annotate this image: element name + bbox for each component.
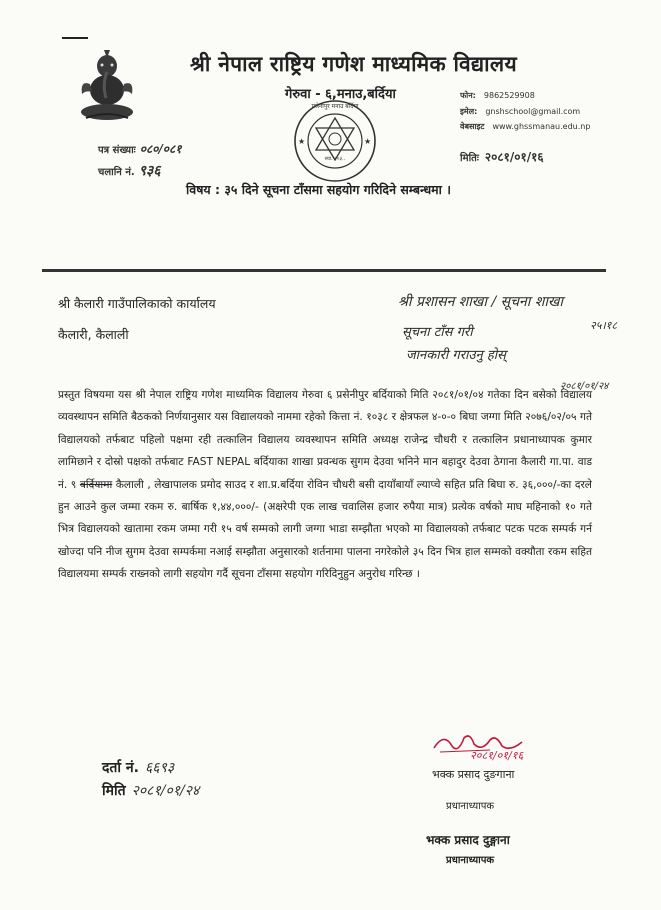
school-address: गेरुवा - ६,मनाउ,बर्दिया bbox=[285, 87, 396, 102]
signatory-title: प्रधानाध्यापक bbox=[446, 801, 495, 812]
signature-red-date: २०८१/०१/१६ bbox=[470, 749, 524, 762]
email-label: इमेल: bbox=[460, 107, 478, 116]
school-seal-stamp bbox=[292, 98, 378, 184]
school-name: श्री नेपाल राष्ट्रिय गणेश माध्यमिक विद्यालय bbox=[190, 52, 517, 76]
body-paragraph-part1: प्रस्तुत विषयमा यस श्री नेपाल राष्ट्रिय गणेश माध्यमिक विद्यालय गेरुवा ६ प्रसेनीपुर बर्दियाको मिति २०८१/०१/०४ गतेका दिन बसेको विद्यालय व्यवस्थापन समिति बैठकको निर्णयानुसार यस विद्यालयको नाममा रहेको कित्ता नं. १०३८ र क्षेत्रफल ४-०-० बिघा जग्गा मिति २०७६/०२/०५ गते विद्यालयको तर्फबाट पहिलो पक्षमा रही तत्कालिन विद्यालय व्यवस्थापन समिति अध्यक्ष राजेन्द्र चौधरी र तत्कालिन प्रधानाध्यापक कुमार लामिछाने र दोस्रो पक्षको तर्फबाट FAST NEPAL बर्दियाका शाखा प्रवन्धक सुगम देउवा भनिने मान बहादुर देउवा ठेगाना कैलारी गा.पा. वाड नं. ९ bbox=[58, 389, 592, 491]
body-paragraph-part2: कैलाली , लेखापालक प्रमोद साउद र शा.प्र.बर्दिया रोविन चौधरी बसी दायाँबायाँ ल्याप्चे सहित प्रति बिघा रु. ३६,०००/-का दरले हुन आउने कुल जम्मा रकम रु. बार्षिक १,४४,०००/- (अक्षरेपी एक लाख चवालिस हजार रुपैया मात्र) प्रत्येक वर्षको माघ महिनाको १० गते भित्र विद्यालयको खातामा रकम जम्मा गरी १५ वर्ष सम्मको लागी जग्गा भाडा सम्झौता भएको मा विद्यालयको तर्फबाट पटक पटक सम्पर्क गर्न खोज्दा पनि नीज सुगम देउवा सम्पर्कमा नआई सम्झौता अनुसारको शर्तनामा पालना नगरेकोले ३५ दिन भित्र हाल सम्मको वक्यौता रकम सहित विद्यालयमा सम्पर्क राख्नको लागी सहयोग गर्दै सूचना टाँसमा सहयोग गरिदिनुहुन अनुरोध गरिन्छ । bbox=[58, 478, 592, 581]
letter-number-line bbox=[98, 140, 182, 157]
signatory-stamp-name: भक्क प्रसाद दुङ्गाना bbox=[426, 833, 510, 847]
letter-number-label: पत्र संख्याः bbox=[98, 145, 136, 156]
handwritten-note-line1: श्री प्रशासन शाखा / सूचना शाखा bbox=[398, 294, 564, 310]
dispatch-number-line bbox=[98, 161, 161, 180]
email-line bbox=[460, 106, 580, 117]
phone-value: 9862529908 bbox=[483, 91, 535, 100]
handwritten-note-line1-tail: २५।१८ bbox=[590, 319, 618, 332]
registration-number-label: दर्ता नं. bbox=[102, 760, 140, 776]
header-divider bbox=[42, 269, 606, 272]
registration-number-value: ६६९३ bbox=[145, 760, 175, 776]
website-line bbox=[460, 121, 590, 132]
letter-date-line bbox=[460, 148, 544, 165]
website-value: www.ghssmanau.edu.np bbox=[492, 122, 591, 131]
letter-subject: विषय : ३५ दिने सूचना टाँसमा सहयोग गरिदिने सम्बन्धमा । bbox=[186, 182, 451, 197]
letter-date-label: मितिः bbox=[460, 153, 479, 164]
stamp-star-icon: ★ bbox=[298, 137, 306, 146]
dispatch-number-label: चलानि नं. bbox=[98, 167, 135, 178]
stamp-ring-text: प्रसेनीपुर मनाउ बर्दिया bbox=[311, 103, 359, 110]
signatory-name: भक्क प्रसाद दुङगाना bbox=[432, 768, 515, 781]
letter-number-value: ०८०/०८१ bbox=[139, 142, 182, 156]
phone-label: फोन: bbox=[460, 91, 476, 100]
handwritten-initials: २०८१/०१/२४ bbox=[560, 381, 609, 392]
registration-date-label: मिति bbox=[102, 783, 126, 799]
recipient-location: कैलारी, कैलाली bbox=[58, 327, 129, 342]
body-struck-word: बर्दियामा bbox=[79, 478, 113, 491]
website-label: वेबसाइट bbox=[460, 122, 485, 131]
stamp-star-icon-right: ★ bbox=[364, 137, 372, 146]
phone-line bbox=[460, 90, 535, 101]
ganesh-logo-icon bbox=[76, 50, 138, 122]
stamp-center-text: स्था. २०३.. bbox=[324, 156, 346, 162]
registration-date-value: २०८१/०१/२४ bbox=[131, 783, 200, 799]
registration-stamp bbox=[102, 757, 252, 805]
handwritten-note-line2: सूचना टाँस गरी bbox=[402, 325, 473, 340]
recipient-office: श्री कैलारी गाउँपालिकाको कार्यालय bbox=[58, 296, 216, 311]
letter-date-value: २०८१/०१/१६ bbox=[484, 150, 544, 164]
letter-body bbox=[58, 384, 592, 586]
email-value: gnshschool@gmail.com bbox=[485, 107, 581, 116]
registration-date-line bbox=[102, 780, 252, 800]
dispatch-number-value: ९३६ bbox=[138, 163, 161, 179]
registration-number-line bbox=[102, 757, 252, 777]
signatory-stamp-title: प्रधानाध्यापक bbox=[446, 855, 495, 866]
scan-mark bbox=[62, 37, 88, 39]
handwritten-note-line3: जानकारी गराउनु होस् bbox=[406, 348, 506, 363]
